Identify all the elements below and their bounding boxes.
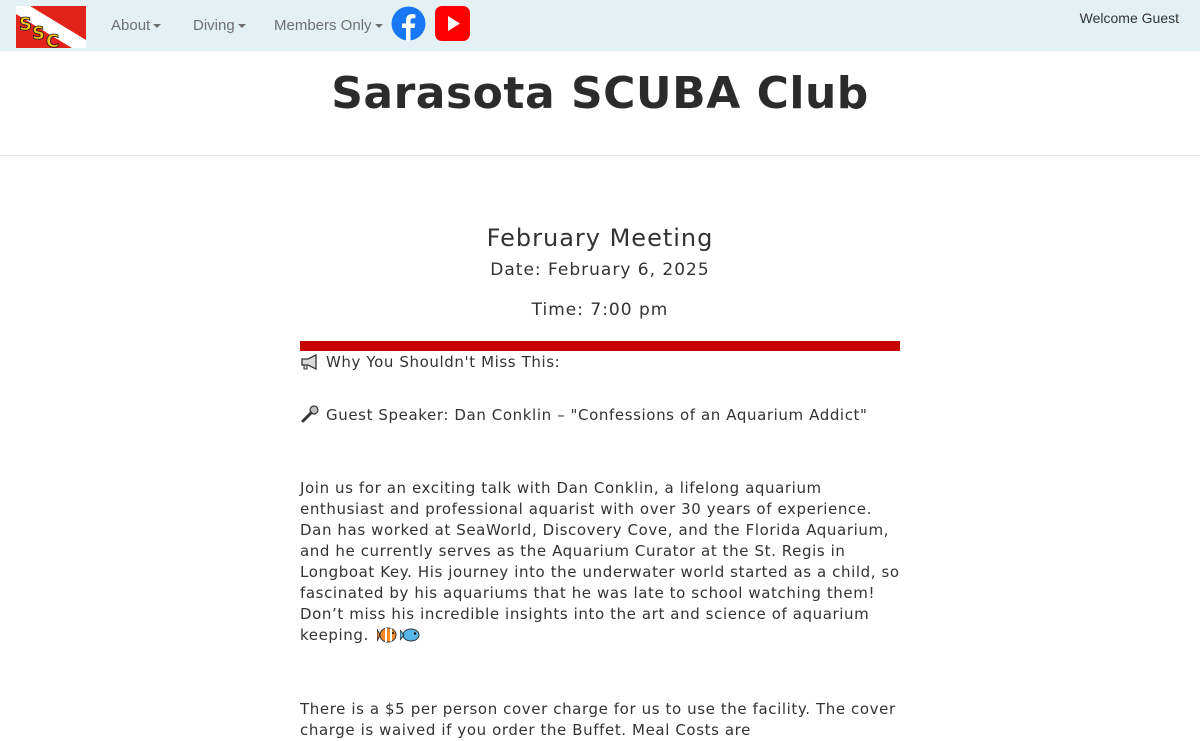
- megaphone-icon: [300, 354, 320, 376]
- top-navbar: [0, 0, 1200, 51]
- youtube-icon[interactable]: [435, 6, 470, 41]
- nav-about[interactable]: [111, 17, 161, 37]
- meeting-time: Time: 7:00 pm: [531, 300, 669, 320]
- cover-charge-text: There is a $5 per person cover charge for us to use the facility. The cover charge is waived if you order the Buffet. Meal Costs are: [300, 700, 896, 739]
- why-heading: [300, 352, 900, 376]
- nav-about-label: About: [111, 17, 151, 34]
- site-title: Sarasota SCUBA Club: [331, 68, 869, 119]
- meeting-date: Date: February 6, 2025: [490, 260, 710, 280]
- speaker-description-text: Join us for an exciting talk with Dan Conklin, a lifelong aquarium enthusiast and professional aquarist with over 30 years of experience. Dan has worked at SeaWorld, Discovery Cove, and the Florida Aquarium, and he currently serves as the Aquarium Curator at the St. Regis in Longboat Key. His journey into the underwater world started as a child, so fascinated by his aquariums that he was late to school watching them! Don’t miss his incredible insights into the art and science of aquarium keeping.: [300, 479, 900, 644]
- nav-members-only-label: Members Only: [274, 17, 372, 34]
- nav-diving-label: Diving: [193, 17, 235, 34]
- svg-text:S: S: [32, 23, 45, 44]
- speaker-text: Guest Speaker: Dan Conklin – "Confessions of an Aquarium Addict": [326, 406, 868, 424]
- speaker-heading: [300, 405, 900, 429]
- caret-down-icon: [238, 24, 246, 28]
- why-text: Why You Shouldn't Miss This:: [326, 353, 561, 371]
- nav-members-only[interactable]: [274, 17, 383, 37]
- facebook-icon[interactable]: [391, 6, 426, 41]
- caret-down-icon: [153, 24, 161, 28]
- microphone-icon: [300, 405, 320, 429]
- svg-text:S: S: [19, 14, 32, 35]
- welcome-guest-text: Welcome Guest: [1079, 10, 1179, 26]
- meeting-title: February Meeting: [486, 224, 714, 252]
- ssc-logo[interactable]: [16, 6, 86, 48]
- tropical-fish-icon: [377, 626, 397, 650]
- nav-diving[interactable]: [193, 17, 246, 37]
- header-divider: [0, 155, 1200, 156]
- caret-down-icon: [375, 24, 383, 28]
- speaker-description: [300, 478, 900, 650]
- svg-text:C: C: [46, 31, 60, 48]
- fish-icon: [400, 626, 420, 650]
- section-divider-red: [300, 341, 900, 351]
